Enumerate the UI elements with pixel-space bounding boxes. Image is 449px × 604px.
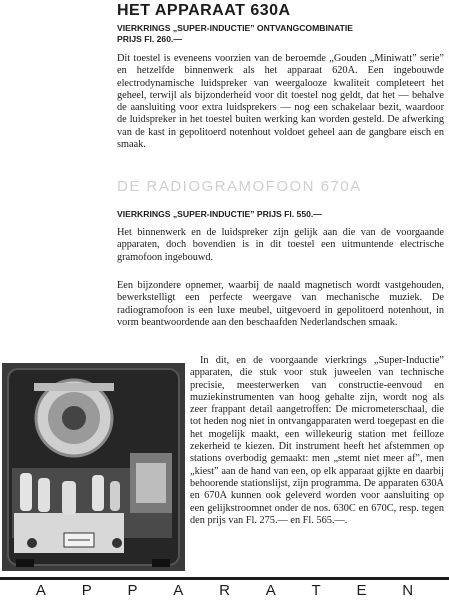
description-670a-intro: Het binnenwerk en de luidspreker zijn gelijk aan die van de voorgaande apparaten, doch bovendien is in dit toestel een uitmuntende electrische gramofoon ingebouwd. <box>117 227 444 263</box>
footer-letter: A <box>173 582 184 599</box>
section-subtitle-670a: VIERKRINGS „SUPER-INDUCTIE” PRIJS Fl. 550.— <box>117 209 322 219</box>
footer-letter: R <box>219 582 230 599</box>
description-630a: Dit toestel is eveneens voorzien van de beroemde „Gouden „Miniwatt” serie” en hetzelfde binnenwerk als het apparaat 620A. Een ingebouwde electrodynamische luidspreker van weergalooze kwaliteit completeert het geheel, terwijl als bijzonderheid voor dit toestel nog geldt, dat het — behalve de aansluiting voor extra luidsprekers — nog een schakelaar bezit, waardoor de luidspreker in het toestel buiten werking kan worden gesteld. De afwerking van de kast in gepolitoerd notenhout voldoet geheel aan de gangbare eisch en smaak. <box>117 53 444 151</box>
description-super-inductie: In dit, en de voorgaande vierkrings „Super-Inductie” apparaten, die stuk voor stuk juweelen van technische precisie, meesterwerken van constructie-eenvoud en muziekinstrumenten van hoog gehalte zijn, wordt nog als zeer frappant detail aangetroffen: De micrometerschaal, die tot heden nog niet in ontvangapparaten werd toegepast en die het mogelijk maakt, een willekeurig station met feilloze zekerheid te kiezen. Dit instrument heeft het afstemmen op stations overbodig gemaakt: men „stemt niet meer af”, men „kiest” aan de hand van een, op elk apparaat gijkte en daarbij behoorende stationslijst, zijn programma. De apparaten 630A en 670A kunnen ook geleverd worden voor aansluiting op een gelijkstroomnet onder de nos. 630C en 670C, resp. tegen den prijs van Fl. 275.— en Fl. 565.—. <box>190 355 444 526</box>
product-subtitle: VIERKRINGS „SUPER-INDUCTIE” ONTVANGCOMBINATIE <box>117 23 354 33</box>
product-price: PRIJS Fl. 260.— <box>117 34 182 44</box>
footer-letter: T <box>311 582 321 599</box>
footer-letter: P <box>127 582 138 599</box>
footer-letter: E <box>356 582 367 599</box>
page-title: HET APPARAAT 630A <box>117 2 291 19</box>
footer-letter: N <box>402 582 414 599</box>
footer-wordmark <box>0 582 449 600</box>
description-670a-pickup: Een bijzondere opnemer, waarbij de naald magnetisch wordt vastgehouden, bewerkstelligt een perfecte weergave van mechanische muziek. De radiogramofoon is een luxe meubel, uitgevoerd in gepolitoerd notenhout, in vorm beantwoordende aan den beschaafden Nederlandschen smaak. <box>117 280 444 328</box>
radio-chassis-illustration <box>2 363 185 571</box>
footer-divider <box>0 577 449 580</box>
footer-letter: A <box>35 582 46 599</box>
footer-letter: P <box>81 582 92 599</box>
radio-chassis-photo <box>2 363 185 571</box>
footer-letter: A <box>265 582 276 599</box>
section-heading-670a: DE RADIOGRAMOFOON 670A <box>117 178 362 195</box>
